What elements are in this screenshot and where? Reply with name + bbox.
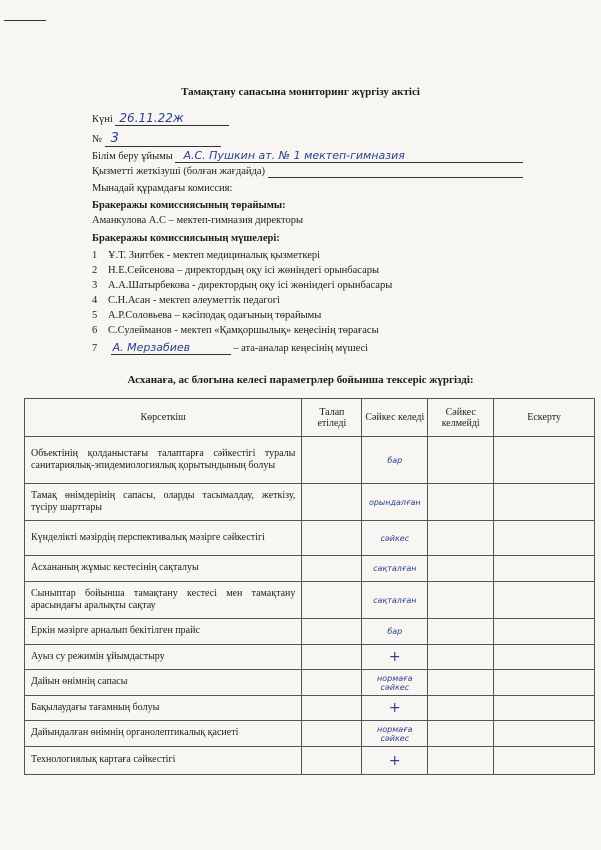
section-title: Асханаға, ас блогына келесі параметрлер бойынша тексеріс жүргізді:: [127, 374, 474, 386]
match-mark: +: [362, 645, 428, 670]
match-mark: бар: [362, 619, 428, 645]
match-mark: нормаға сәйкес: [362, 721, 428, 747]
table-header-row: [25, 399, 595, 437]
table-row: Тамақ өнімдерінің сапасы, оларды тасымалдау, жеткізу, түсіру шарттары орындалған: [25, 484, 595, 521]
commission-intro: Мынадай құрамдағы комиссия:: [92, 183, 233, 194]
member-item: 4 С.Н.Асан - мектеп әлеуметтік педагогі: [92, 295, 280, 306]
match-mark: +: [362, 747, 428, 775]
match-mark: сақталған: [362, 556, 428, 582]
header-required: Талап етіледі: [302, 399, 362, 437]
table-row: Бақылаудағы тағамның болуы +: [25, 696, 595, 721]
number-value: 3: [105, 131, 221, 147]
match-mark: бар: [362, 437, 428, 484]
school-label: Білім беру ұйымы: [92, 151, 173, 162]
date-label: Күні: [92, 114, 113, 125]
table-row: Ауыз су режимін ұйымдастыру +: [25, 645, 595, 670]
supplier-blank: [268, 166, 523, 178]
supplier-line: [92, 166, 523, 178]
table-row: Объектінің қолданыстағы талаптарға сәйкестігі туралы санитариялық-эпидемиологиялық қорытындының болуы бар: [25, 437, 595, 484]
date-value: 26.11.22ж: [115, 111, 229, 126]
supplier-label: Қызметті жеткізуші (болған жағдайда): [92, 166, 266, 177]
table-row: Сыныптар бойынша тамақтану кестесі мен тамақтану арасындағы аралықты сақтау сақталған: [25, 582, 595, 619]
school-line: [92, 149, 523, 163]
member-item: 5 А.Р.Соловьева – кәсіподақ одағының төрайымы: [92, 310, 322, 321]
table-row: Күнделікті мәзірдің перспективалық мәзірге сәйкестігі сәйкес: [25, 521, 595, 556]
member-item: 3 А.А.Шатырбекова - директордың оқу ісі жөніндегі орынбасары: [92, 280, 393, 291]
table-row: Дайындалған өнімнің органолептикалық қасиеті нормаға сәйкес: [25, 721, 595, 747]
table-row: Еркін мәзірге арналып бекітілген прайс бар: [25, 619, 595, 645]
member-item: 2 Н.Е.Сейсенова – директордың оқу ісі жөніндегі орынбасары: [92, 265, 380, 276]
match-mark: нормаға сәйкес: [362, 670, 428, 696]
header-match: Сәйкес келеді: [362, 399, 428, 437]
header-note: Ескерту: [494, 399, 595, 437]
chairman-name: Аманкулова А.С – мектеп-гимназия директоры: [92, 215, 304, 226]
header-mismatch: Сәйкес келмейді: [428, 399, 494, 437]
match-mark: сақталған: [362, 582, 428, 619]
members-heading: Бракеражы комиссиясының мүшелері:: [92, 233, 280, 244]
match-mark: +: [362, 696, 428, 721]
table-row: Технологиялық картаға сәйкестігі +: [25, 747, 595, 775]
school-value: А.С. Пушкин ат. № 1 мектеп-гимназия: [175, 149, 523, 163]
member-item: 1 Ұ.Т. Зиятбек - мектеп медициналық қызметкері: [92, 250, 321, 261]
page-title: Тамақтану сапасына мониторинг жүргізу актісі: [181, 86, 420, 98]
member-item-7: 7 А. Мерзабиев – ата-аналар кеңесінің мүшесі: [92, 341, 369, 354]
match-mark: сәйкес: [362, 521, 428, 556]
member-item: 6 С.Сулейманов - мектеп «Қамқоршылық» кеңесінің төрағасы: [92, 325, 379, 336]
table-row: Дайын өнімнің сапасы нормаға сәйкес: [25, 670, 595, 696]
corner-line: [4, 20, 46, 21]
date-line: [92, 111, 229, 126]
table-row: Асхананың жұмыс кестесінің сақталуы сақталған: [25, 556, 595, 582]
number-label: №: [92, 134, 103, 145]
monitoring-table: [24, 398, 595, 775]
member7-name: А. Мерзабиев: [111, 341, 231, 355]
match-mark: орындалған: [362, 484, 428, 521]
number-line: [92, 131, 221, 147]
header-indicator: Көрсеткіш: [25, 399, 302, 437]
chairman-heading: Бракеражы комиссиясының төрайымы:: [92, 200, 286, 211]
